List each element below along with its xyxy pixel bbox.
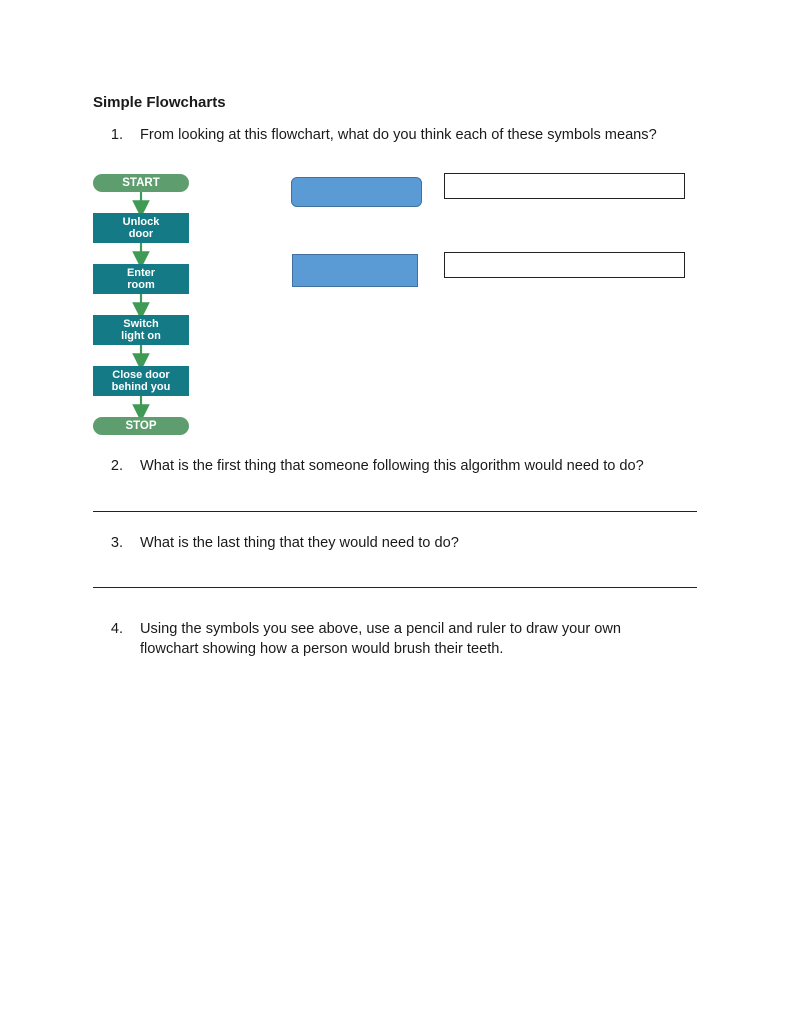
answer-line-3[interactable] (93, 587, 697, 588)
step-line: Close door (112, 368, 170, 381)
flowchart-start-terminal: START (93, 174, 189, 192)
step-line: Enter (126, 266, 156, 279)
rectangle-symbol (292, 254, 418, 287)
question-3-number: 3. (110, 535, 123, 551)
rounded-rectangle-symbol (291, 177, 422, 207)
step-line: behind you (111, 381, 171, 393)
question-1-text: From looking at this flowchart, what do you think each of these symbols means? (140, 127, 657, 143)
question-4 (93, 619, 713, 661)
question-3 (93, 533, 713, 553)
question-2 (93, 456, 713, 476)
flowchart-step-switch-light-on (93, 315, 189, 345)
step-line: Unlock (122, 215, 160, 228)
answer-box-rectangle-symbol[interactable] (444, 252, 685, 278)
flowchart-stop-terminal: STOP (93, 417, 189, 435)
flowchart-step-close-door (93, 366, 189, 396)
page-title: Simple Flowcharts (93, 94, 226, 111)
flowchart-step-unlock-door (93, 213, 189, 243)
question-1-number: 1. (110, 127, 123, 143)
step-line: light on (121, 330, 161, 342)
question-2-number: 2. (110, 458, 123, 474)
question-2-text: What is the first thing that someone following this algorithm would need to do? (140, 458, 644, 474)
question-3-text: What is the last thing that they would need to do? (140, 535, 459, 551)
answer-line-2[interactable] (93, 511, 697, 512)
question-4-number: 4. (110, 621, 123, 637)
flowchart-step-enter-room (93, 264, 189, 294)
answer-box-rounded-symbol[interactable] (444, 173, 685, 199)
question-4-line-1: Using the symbols you see above, use a pencil and ruler to draw your own (140, 621, 622, 637)
step-line: door (128, 228, 154, 240)
question-4-line-2: flowchart showing how a person would brush their teeth. (140, 641, 504, 657)
step-line: room (127, 279, 155, 291)
step-line: Switch (123, 317, 159, 330)
